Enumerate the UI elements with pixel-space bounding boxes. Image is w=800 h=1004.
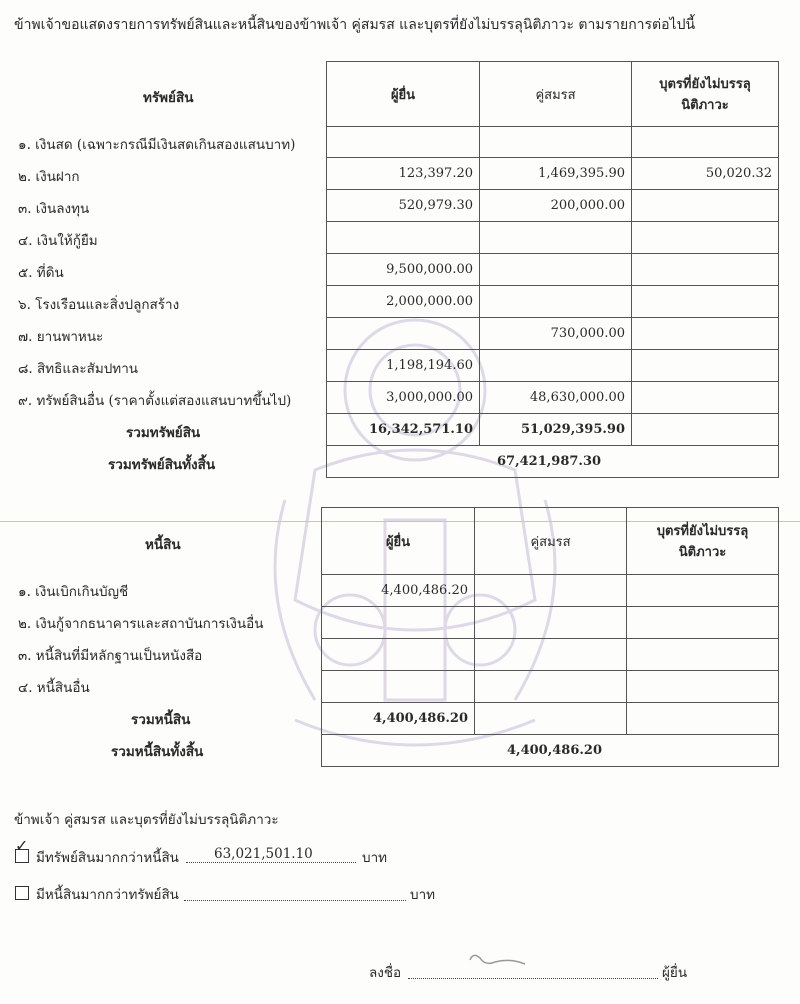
more-liabilities-label: มีหนี้สินมากกว่าทรัพย์สิน: [36, 887, 179, 903]
liabilities-table: [321, 507, 779, 767]
cell: [322, 607, 475, 639]
assets-col-child: บุตรที่ยังไม่บรรลุ นิติภาวะ: [632, 62, 779, 127]
cell: [475, 607, 627, 639]
cell: 123,397.20: [327, 158, 480, 190]
assets-table: [326, 61, 779, 478]
cell: [480, 286, 632, 318]
assets-total-label: รวมทรัพย์สิน: [126, 425, 201, 441]
cell: [480, 222, 632, 254]
unit-label: บาท: [410, 887, 436, 903]
cell: [632, 222, 779, 254]
cell: [632, 254, 779, 286]
assets-col-self: ผู้ยื่น: [327, 62, 480, 127]
liab-row-label: ๔. หนี้สินอื่น: [18, 680, 90, 696]
liab-col-child: บุตรที่ยังไม่บรรลุ นิติภาวะ: [627, 508, 779, 575]
cell: 4,400,486.20: [322, 575, 475, 607]
asset-row-label: ๘. สิทธิและสัมปทาน: [18, 361, 139, 377]
liab-row-label: ๒. เงินกู้จากธนาคารและสถาบันการเงินอื่น: [18, 616, 264, 632]
liab-col-spouse: คู่สมรส: [475, 508, 627, 575]
cell: [632, 190, 779, 222]
cell: 50,020.32: [632, 158, 779, 190]
cell: 1,198,194.60: [327, 350, 480, 382]
cell: [327, 222, 480, 254]
liab-col-self: ผู้ยื่น: [322, 508, 475, 575]
cell: 200,000.00: [480, 190, 632, 222]
unit-label: บาท: [362, 850, 388, 866]
summary-heading: ข้าพเจ้า คู่สมรส และบุตรที่ยังไม่บรรลุนิติภาวะ: [14, 812, 279, 828]
assets-col-spouse: คู่สมรส: [480, 62, 632, 127]
intro-text: ข้าพเจ้าขอแสดงรายการทรัพย์สินและหนี้สินของข้าพเจ้า คู่สมรส และบุตรที่ยังไม่บรรลุนิติภาวะ ตามรายการต่อไปนี้: [14, 17, 696, 33]
cell: 520,979.30: [327, 190, 480, 222]
cell: 48,630,000.00: [480, 382, 632, 414]
signature-scribble: [465, 950, 535, 972]
cell: [627, 575, 779, 607]
asset-row-label: ๔. เงินให้กู้ยืม: [18, 233, 98, 249]
cell: [627, 639, 779, 671]
cell: [480, 127, 632, 158]
liabilities-heading: หนี้สิน: [145, 537, 181, 553]
cell: [632, 127, 779, 158]
cell: [627, 671, 779, 703]
liab-row-label: ๑. เงินเบิกเกินบัญชี: [18, 584, 129, 600]
signature-label: ลงชื่อ: [369, 965, 402, 981]
cell: [632, 350, 779, 382]
cell: [322, 639, 475, 671]
cell: [480, 254, 632, 286]
more-assets-label: มีทรัพย์สินมากกว่าหนี้สิน: [36, 850, 179, 866]
asset-row-label: ๑. เงินสด (เฉพาะกรณีมีเงินสดเกินสองแสนบาท): [18, 137, 296, 153]
asset-row-label: ๙. ทรัพย์สินอื่น (ราคาตั้งแต่สองแสนบาทขึ้นไป): [18, 393, 292, 409]
asset-row-label: ๓. เงินลงทุน: [18, 201, 90, 217]
assets-total-self: 16,342,571.10: [327, 414, 480, 446]
cell: 2,000,000.00: [327, 286, 480, 318]
asset-row-label: ๗. ยานพาหนะ: [18, 329, 104, 345]
asset-row-label: ๖. โรงเรือนและสิ่งปลูกสร้าง: [18, 297, 180, 313]
cell: [632, 382, 779, 414]
assets-grand-total: 67,421,987.30: [327, 446, 779, 478]
cell: [475, 575, 627, 607]
cell: [327, 318, 480, 350]
cell: [480, 350, 632, 382]
more-liabilities-checkbox[interactable]: [15, 886, 29, 900]
cell: [475, 639, 627, 671]
cell: [475, 671, 627, 703]
liab-grand-total: 4,400,486.20: [322, 735, 779, 767]
more-liabilities-line: [184, 886, 406, 901]
more-assets-value: 63,021,501.10: [214, 846, 313, 862]
assets-total-child: [632, 414, 779, 446]
cell: [632, 318, 779, 350]
cell: [627, 607, 779, 639]
assets-heading: ทรัพย์สิน: [143, 90, 194, 106]
check-icon: ✓: [15, 836, 29, 855]
assets-total-spouse: 51,029,395.90: [480, 414, 632, 446]
liab-total-label: รวมหนี้สิน: [131, 712, 191, 728]
cell: 9,500,000.00: [327, 254, 480, 286]
cell: [632, 286, 779, 318]
asset-row-label: ๕. ที่ดิน: [18, 265, 64, 281]
asset-row-label: ๒. เงินฝาก: [18, 169, 80, 185]
cell: [627, 703, 779, 735]
signature-role: ผู้ยื่น: [662, 965, 688, 981]
liab-grand-label: รวมหนี้สินทั้งสิ้น: [111, 744, 204, 760]
cell: [327, 127, 480, 158]
cell: [475, 703, 627, 735]
assets-grand-label: รวมทรัพย์สินทั้งสิ้น: [108, 457, 216, 473]
cell: 1,469,395.90: [480, 158, 632, 190]
cell: 3,000,000.00: [327, 382, 480, 414]
liab-total-self: 4,400,486.20: [322, 703, 475, 735]
cell: [322, 671, 475, 703]
cell: 730,000.00: [480, 318, 632, 350]
liab-row-label: ๓. หนี้สินที่มีหลักฐานเป็นหนังสือ: [18, 648, 203, 664]
